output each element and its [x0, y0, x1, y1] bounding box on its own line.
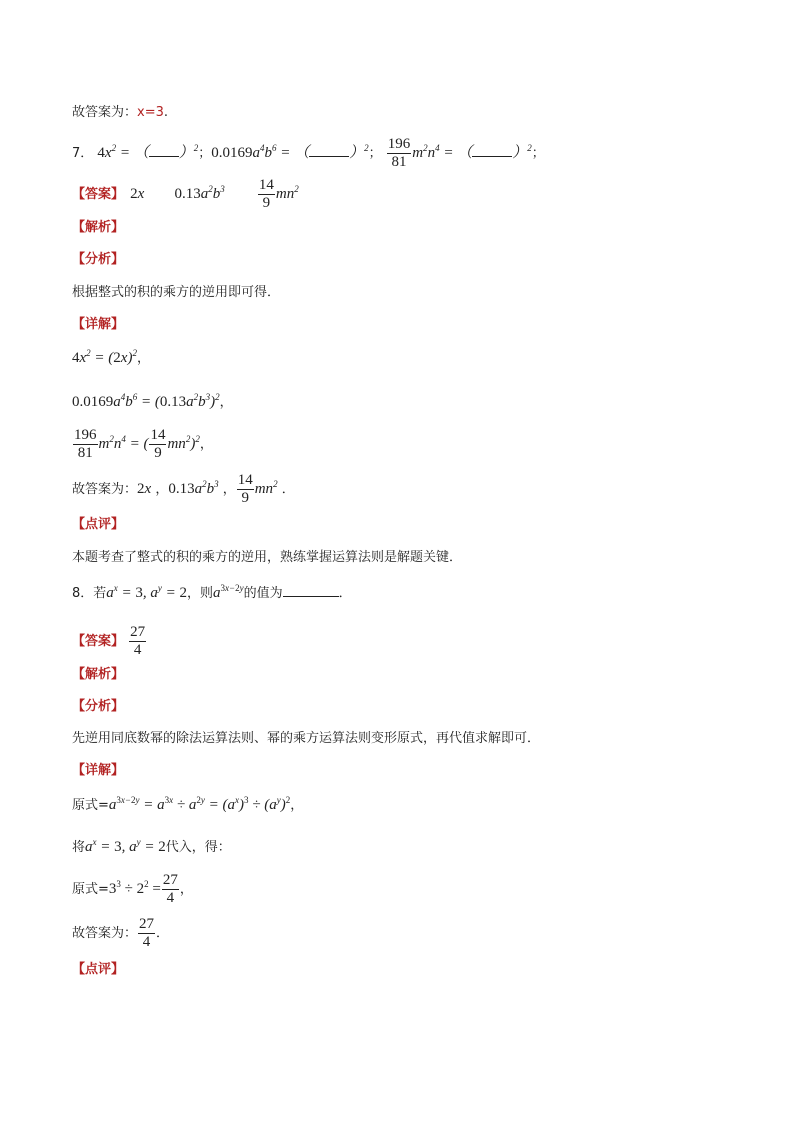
q7-answer-3: $mn^2$: [275, 184, 299, 202]
prev-answer-label: 故答案为：: [72, 105, 138, 120]
q8-detail-eq-2: 原式$=3^3 \div 2^2$ = $\frac{27}{4}$ ，: [72, 872, 193, 906]
prev-answer-value: x=3: [137, 105, 164, 120]
q8-answer-line: 【答案】 $\frac{27}{4}$: [72, 624, 146, 658]
q7-answer-tag: 【答案】: [72, 187, 125, 202]
q7-detail-eq-2: $0.0169a^4b^6 = (0.13a^2b^3)^2$，: [72, 392, 233, 410]
q7-answer-2: $0.13a^2b^3$: [174, 184, 225, 202]
q7-detail-heading: 【详解】: [72, 317, 125, 332]
q7-comment-heading: 【点评】: [72, 517, 125, 532]
q7-sep-2: ；: [368, 146, 382, 161]
q7-final-answer: 故答案为：2x ，$0.13a^2b^3$ ， $\frac{14}{9}$ $mn^2$ ．: [72, 472, 295, 506]
q7-end: ；: [531, 146, 545, 161]
q7-answer-line: [72, 177, 299, 212]
q7-answer-1: 2x: [130, 186, 145, 202]
question-7-number: 7．: [72, 146, 94, 161]
q8-detail-heading: 【详解】: [72, 763, 125, 778]
q8-detail-eq-1: 原式$=a^{3x-2y} = a^{3x} \div a^{2y} = (a^x)^3 \div (a^y)^2$，: [72, 795, 304, 813]
q7-detail-eq-3: $\frac{196}{81}$ $m^2n^4$ = ( $\frac{14}{9}$ $mn^2)^2$，: [74, 427, 213, 461]
q8-final-answer: 故答案为： $\frac{27}{4}$ ．: [72, 916, 170, 950]
q7-expr-2: $0.0169a^4b^6$ = （ ）$^2$: [211, 143, 369, 161]
q8-analysis-heading: 【解析】: [72, 667, 125, 682]
q7-detail-eq-1: $4x^2 = (2x)^2$，: [72, 348, 150, 366]
q7-answer-fraction: $\frac{14}{9}$: [258, 177, 274, 211]
q7-fraction: $\frac{196}{81}$: [387, 136, 411, 170]
prev-answer-line: [72, 103, 168, 123]
q7-expr-3: $m^2n^4$ = （ ）$^2$: [412, 143, 532, 161]
q7-expr-1: $4x^2$ = （ ）$^2$: [97, 143, 199, 161]
q8-comment-heading: 【点评】: [72, 962, 125, 977]
q7-analysis-heading: 【解析】: [72, 220, 125, 235]
question-7: [72, 136, 545, 171]
q7-fenxi-heading: 【分析】: [72, 252, 125, 267]
q7-comment-text: 本题考查了整式的积的乘方的逆用，熟练掌握运算法则是解题关键．: [72, 550, 463, 565]
question-8: 8．若$a^x = 3$, $a^y = 2$，则$a^{3x-2y}$的值为 ．: [72, 583, 352, 601]
q7-sep-1: ；: [198, 146, 212, 161]
q7-fenxi-text: 根据整式的积的乘方的逆用即可得．: [72, 285, 281, 300]
q8-fenxi-heading: 【分析】: [72, 699, 125, 714]
prev-answer-end: .: [163, 105, 169, 120]
q8-fenxi-text: 先逆用同底数幂的除法运算法则、幂的乘方运算法则变形原式，再代值求解即可．: [72, 731, 541, 746]
q8-detail-substitute: 将$a^x = 3$, $a^y = 2$代入，得：: [72, 837, 231, 855]
